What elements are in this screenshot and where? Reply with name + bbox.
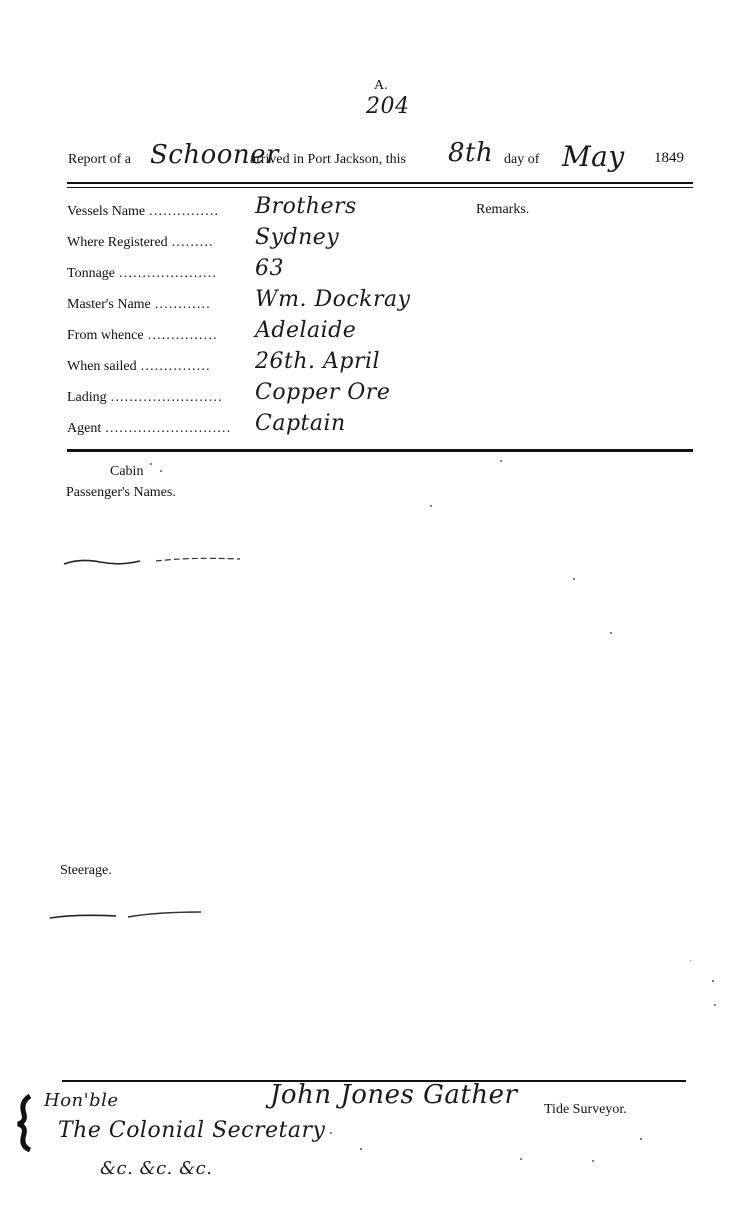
field-label: Tonnage ………………… <box>67 266 217 281</box>
header-rule-thick <box>67 182 693 184</box>
steerage-blank-dash <box>46 906 216 926</box>
vessel-type: Schooner <box>150 140 279 170</box>
report-prefix: Report of a <box>68 152 131 167</box>
field-when-sailed <box>67 349 427 379</box>
field-value: Adelaide <box>255 318 357 343</box>
field-vessels-name <box>67 194 427 224</box>
field-value: Brothers <box>255 194 357 219</box>
cabin-subheading: Passenger's Names. <box>66 485 176 500</box>
report-year: 1849 <box>654 150 684 166</box>
field-where-registered <box>67 225 427 255</box>
cabin-heading: Cabin <box>110 464 144 479</box>
field-value: Sydney <box>255 225 340 250</box>
note-line-2: The Colonial Secretary <box>58 1118 326 1143</box>
field-agent <box>67 411 427 441</box>
note-line-1: Hon'ble <box>44 1090 119 1111</box>
field-from-whence <box>67 318 427 348</box>
steerage-heading: Steerage. <box>60 863 112 878</box>
field-tonnage <box>67 256 427 286</box>
field-value: 63 <box>255 256 284 281</box>
field-value: 26th. April <box>255 349 381 374</box>
field-label: When sailed …………… <box>67 359 211 374</box>
field-lading <box>67 380 427 410</box>
fields-rule <box>67 449 693 452</box>
field-masters-name <box>67 287 427 317</box>
day-of-text: day of <box>504 152 540 167</box>
form-letter: A. <box>374 78 388 93</box>
surveyor-signature: John Jones Gather <box>270 1080 518 1110</box>
field-label: Lading …………………… <box>67 390 223 405</box>
form-number: 204 <box>366 94 410 119</box>
cabin-blank-dash <box>60 552 260 572</box>
report-day: 8th <box>448 138 494 168</box>
brace-mark <box>10 1092 40 1152</box>
field-value: Copper Ore <box>255 380 391 405</box>
surveyor-role: Tide Surveyor. <box>544 1102 627 1117</box>
field-label: Agent ……………………… <box>67 421 231 436</box>
field-value: Wm. Dockray <box>255 287 411 312</box>
report-month: May <box>562 140 625 173</box>
note-line-3: &c. &c. &c. <box>100 1158 213 1179</box>
header-rule-thin <box>67 187 693 188</box>
field-label: Master's Name ………… <box>67 297 211 312</box>
field-value: Captain <box>255 411 346 436</box>
remarks-label: Remarks. <box>476 202 530 217</box>
field-label: From whence …………… <box>67 328 218 343</box>
field-label: Where Registered ……… <box>67 235 214 250</box>
field-label: Vessels Name …………… <box>67 204 219 219</box>
arrived-text: arrived in Port Jackson, this <box>250 152 406 167</box>
